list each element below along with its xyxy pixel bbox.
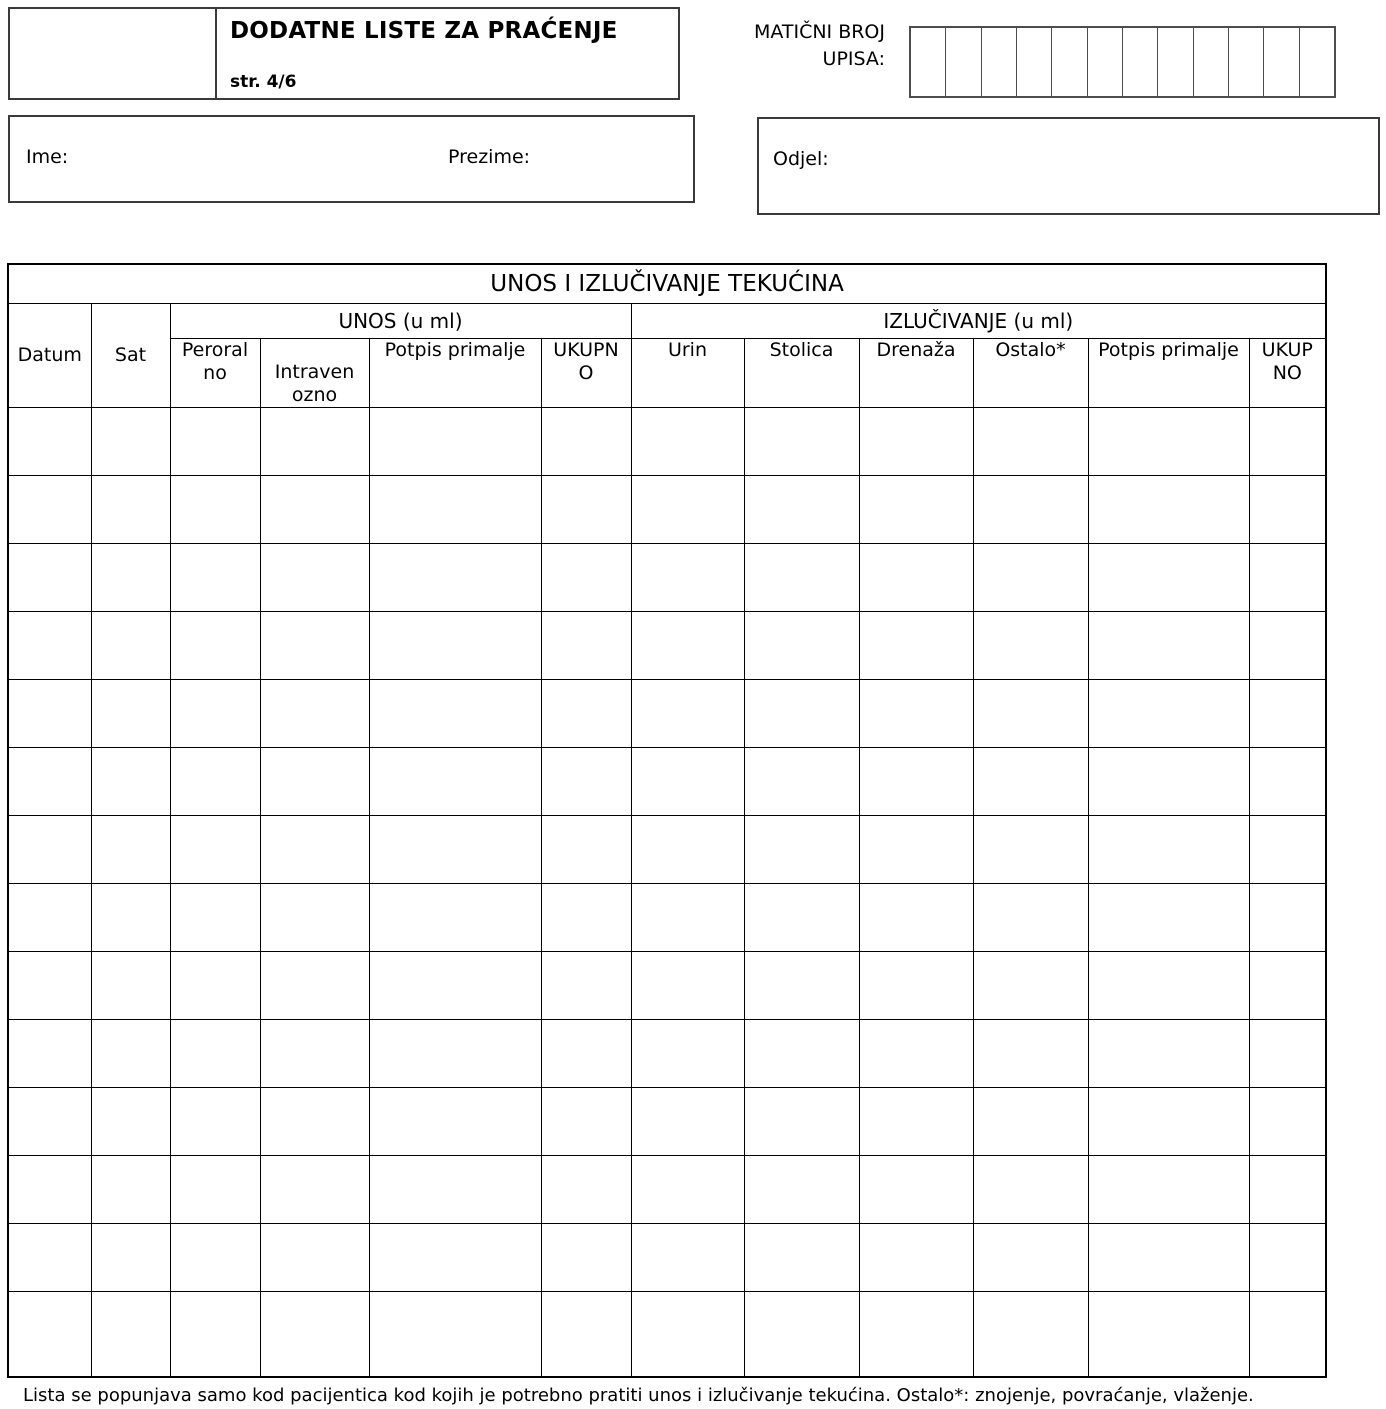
empty-entry-cell[interactable] — [260, 611, 369, 679]
table-row — [8, 1223, 1326, 1291]
maticni-digit-cell[interactable] — [1229, 28, 1264, 96]
empty-entry-cell[interactable] — [973, 1223, 1088, 1291]
empty-entry-cell[interactable] — [91, 815, 170, 883]
empty-entry-cell[interactable] — [1088, 815, 1249, 883]
empty-entry-cell[interactable] — [260, 1291, 369, 1377]
empty-entry-cell[interactable] — [170, 407, 260, 475]
empty-entry-cell[interactable] — [541, 815, 631, 883]
empty-entry-cell[interactable] — [91, 1019, 170, 1087]
table-row — [8, 407, 1326, 475]
empty-entry-cell[interactable] — [631, 1291, 744, 1377]
maticni-broj-label-line2: UPISA: — [822, 48, 885, 70]
empty-entry-cell[interactable] — [973, 1155, 1088, 1223]
empty-entry-cell[interactable] — [369, 1019, 541, 1087]
empty-entry-cell[interactable] — [1088, 1223, 1249, 1291]
form-title-box — [8, 7, 680, 100]
empty-entry-cell[interactable] — [1088, 407, 1249, 475]
empty-entry-cell[interactable] — [8, 747, 91, 815]
empty-entry-cell[interactable] — [170, 747, 260, 815]
empty-entry-cell[interactable] — [91, 1291, 170, 1377]
fluid-table-body — [8, 407, 1326, 1377]
empty-entry-cell[interactable] — [170, 543, 260, 611]
empty-entry-cell[interactable] — [744, 407, 859, 475]
empty-entry-cell[interactable] — [8, 1223, 91, 1291]
empty-entry-cell[interactable] — [631, 747, 744, 815]
empty-entry-cell[interactable] — [744, 1155, 859, 1223]
empty-entry-cell[interactable] — [91, 883, 170, 951]
empty-entry-cell[interactable] — [1249, 407, 1326, 475]
empty-entry-cell[interactable] — [170, 679, 260, 747]
empty-entry-cell[interactable] — [541, 543, 631, 611]
empty-entry-cell[interactable] — [541, 679, 631, 747]
empty-entry-cell[interactable] — [260, 1087, 369, 1155]
empty-entry-cell[interactable] — [1249, 611, 1326, 679]
empty-entry-cell[interactable] — [1088, 1019, 1249, 1087]
empty-entry-cell[interactable] — [1088, 747, 1249, 815]
empty-entry-cell[interactable] — [8, 1291, 91, 1377]
empty-entry-cell[interactable] — [369, 475, 541, 543]
empty-entry-cell[interactable] — [369, 611, 541, 679]
empty-entry-cell[interactable] — [631, 1087, 744, 1155]
empty-entry-cell[interactable] — [91, 679, 170, 747]
column-header-intravenozno: Intravenozno — [260, 338, 369, 407]
empty-entry-cell[interactable] — [91, 1155, 170, 1223]
maticni-digit-cell[interactable] — [1264, 28, 1299, 96]
table-row — [8, 1019, 1326, 1087]
page-number: str. 4/6 — [230, 72, 297, 92]
empty-entry-cell[interactable] — [170, 1223, 260, 1291]
form-title: DODATNE LISTE ZA PRAĆENJE — [230, 18, 618, 44]
empty-entry-cell[interactable] — [369, 951, 541, 1019]
empty-entry-cell[interactable] — [1249, 475, 1326, 543]
empty-entry-cell[interactable] — [973, 883, 1088, 951]
empty-entry-cell[interactable] — [859, 747, 973, 815]
prezime-label: Prezime: — [448, 146, 531, 168]
odjel-label: Odjel: — [773, 148, 829, 170]
empty-entry-cell[interactable] — [260, 407, 369, 475]
maticni-digit-cell[interactable] — [1300, 28, 1334, 96]
empty-entry-cell[interactable] — [973, 951, 1088, 1019]
empty-entry-cell[interactable] — [91, 407, 170, 475]
table-row — [8, 815, 1326, 883]
maticni-digit-cell[interactable] — [1052, 28, 1087, 96]
empty-entry-cell[interactable] — [631, 475, 744, 543]
empty-entry-cell[interactable] — [170, 815, 260, 883]
empty-entry-cell[interactable] — [91, 951, 170, 1019]
maticni-broj-grid — [909, 26, 1336, 98]
empty-entry-cell[interactable] — [541, 1291, 631, 1377]
empty-entry-cell[interactable] — [859, 1223, 973, 1291]
empty-entry-cell[interactable] — [1088, 543, 1249, 611]
logo-placeholder-cell — [10, 9, 217, 98]
maticni-digit-cell[interactable] — [946, 28, 981, 96]
empty-entry-cell[interactable] — [369, 1291, 541, 1377]
column-header-drenaza: Drenaža — [859, 338, 973, 407]
empty-entry-cell[interactable] — [1088, 1291, 1249, 1377]
empty-entry-cell[interactable] — [91, 611, 170, 679]
empty-entry-cell[interactable] — [1249, 883, 1326, 951]
maticni-digit-cell[interactable] — [982, 28, 1017, 96]
column-header-ukupno-unos: UKUPNO — [541, 338, 631, 407]
empty-entry-cell[interactable] — [744, 679, 859, 747]
empty-entry-cell[interactable] — [8, 1019, 91, 1087]
empty-entry-cell[interactable] — [973, 679, 1088, 747]
group-header-unos: UNOS (u ml) — [170, 303, 631, 338]
empty-entry-cell[interactable] — [744, 951, 859, 1019]
table-row — [8, 951, 1326, 1019]
empty-entry-cell[interactable] — [1088, 1087, 1249, 1155]
empty-entry-cell[interactable] — [369, 1223, 541, 1291]
maticni-broj-label-line1: MATIČNI BROJ — [753, 21, 885, 43]
empty-entry-cell[interactable] — [260, 1223, 369, 1291]
empty-entry-cell[interactable] — [973, 475, 1088, 543]
group-header-izlucivanje: IZLUČIVANJE (u ml) — [631, 303, 1326, 338]
empty-entry-cell[interactable] — [859, 1087, 973, 1155]
empty-entry-cell[interactable] — [744, 815, 859, 883]
column-header-sat: Sat — [91, 303, 170, 407]
maticni-digit-cell[interactable] — [1158, 28, 1193, 96]
empty-entry-cell[interactable] — [170, 1019, 260, 1087]
maticni-digit-cell[interactable] — [1194, 28, 1229, 96]
table-row — [8, 543, 1326, 611]
empty-entry-cell[interactable] — [1088, 883, 1249, 951]
empty-entry-cell[interactable] — [744, 1223, 859, 1291]
empty-entry-cell[interactable] — [744, 747, 859, 815]
empty-entry-cell[interactable] — [170, 1291, 260, 1377]
empty-entry-cell[interactable] — [369, 407, 541, 475]
empty-entry-cell[interactable] — [744, 1019, 859, 1087]
empty-entry-cell[interactable] — [91, 543, 170, 611]
empty-entry-cell[interactable] — [631, 1019, 744, 1087]
empty-entry-cell[interactable] — [369, 1087, 541, 1155]
empty-entry-cell[interactable] — [541, 407, 631, 475]
empty-entry-cell[interactable] — [541, 475, 631, 543]
empty-entry-cell[interactable] — [260, 1155, 369, 1223]
empty-entry-cell[interactable] — [1088, 1155, 1249, 1223]
fluid-table — [7, 263, 1327, 1378]
empty-entry-cell[interactable] — [859, 883, 973, 951]
empty-entry-cell[interactable] — [8, 1087, 91, 1155]
table-row — [8, 679, 1326, 747]
empty-entry-cell[interactable] — [8, 679, 91, 747]
empty-entry-cell[interactable] — [260, 883, 369, 951]
empty-entry-cell[interactable] — [631, 543, 744, 611]
empty-entry-cell[interactable] — [260, 815, 369, 883]
maticni-broj-label — [595, 19, 885, 73]
maticni-digit-cell[interactable] — [1017, 28, 1052, 96]
empty-entry-cell[interactable] — [369, 747, 541, 815]
empty-entry-cell[interactable] — [8, 951, 91, 1019]
empty-entry-cell[interactable] — [1249, 747, 1326, 815]
empty-entry-cell[interactable] — [631, 815, 744, 883]
empty-entry-cell[interactable] — [1088, 611, 1249, 679]
column-header-ukupno-izlucivanje: UKUPNO — [1249, 338, 1326, 407]
empty-entry-cell[interactable] — [973, 611, 1088, 679]
empty-entry-cell[interactable] — [973, 407, 1088, 475]
empty-entry-cell[interactable] — [1088, 475, 1249, 543]
column-header-datum: Datum — [8, 303, 91, 407]
empty-entry-cell[interactable] — [859, 611, 973, 679]
empty-entry-cell[interactable] — [170, 1087, 260, 1155]
group-header-row — [8, 303, 1326, 338]
empty-entry-cell[interactable] — [973, 1087, 1088, 1155]
empty-entry-cell[interactable] — [744, 883, 859, 951]
empty-entry-cell[interactable] — [744, 543, 859, 611]
maticni-digit-cell[interactable] — [1123, 28, 1158, 96]
empty-entry-cell[interactable] — [8, 1155, 91, 1223]
department-box — [757, 117, 1380, 215]
empty-entry-cell[interactable] — [1249, 1087, 1326, 1155]
empty-entry-cell[interactable] — [859, 1155, 973, 1223]
empty-entry-cell[interactable] — [859, 1291, 973, 1377]
empty-entry-cell[interactable] — [8, 611, 91, 679]
empty-entry-cell[interactable] — [1249, 679, 1326, 747]
empty-entry-cell[interactable] — [8, 883, 91, 951]
empty-entry-cell[interactable] — [859, 407, 973, 475]
empty-entry-cell[interactable] — [170, 951, 260, 1019]
column-header-peroralno: Peroralno — [170, 338, 260, 407]
empty-entry-cell[interactable] — [973, 1291, 1088, 1377]
empty-entry-cell[interactable] — [260, 543, 369, 611]
empty-entry-cell[interactable] — [744, 611, 859, 679]
empty-entry-cell[interactable] — [91, 747, 170, 815]
empty-entry-cell[interactable] — [1249, 1223, 1326, 1291]
column-header-potpis-primalje-izlucivanje: Potpis primalje — [1088, 338, 1249, 407]
empty-entry-cell[interactable] — [8, 475, 91, 543]
empty-entry-cell[interactable] — [631, 407, 744, 475]
column-header-ostalo: Ostalo* — [973, 338, 1088, 407]
empty-entry-cell[interactable] — [1249, 815, 1326, 883]
column-header-potpis-primalje-unos: Potpis primalje — [369, 338, 541, 407]
empty-entry-cell[interactable] — [369, 815, 541, 883]
empty-entry-cell[interactable] — [541, 1087, 631, 1155]
empty-entry-cell[interactable] — [631, 611, 744, 679]
empty-entry-cell[interactable] — [1249, 1155, 1326, 1223]
empty-entry-cell[interactable] — [859, 1019, 973, 1087]
table-title-row — [8, 264, 1326, 303]
empty-entry-cell[interactable] — [8, 543, 91, 611]
empty-entry-cell[interactable] — [541, 1223, 631, 1291]
empty-entry-cell[interactable] — [973, 815, 1088, 883]
empty-entry-cell[interactable] — [8, 815, 91, 883]
empty-entry-cell[interactable] — [369, 883, 541, 951]
empty-entry-cell[interactable] — [631, 1155, 744, 1223]
empty-entry-cell[interactable] — [170, 475, 260, 543]
empty-entry-cell[interactable] — [91, 475, 170, 543]
name-box — [8, 115, 695, 203]
empty-entry-cell[interactable] — [8, 407, 91, 475]
empty-entry-cell[interactable] — [91, 1087, 170, 1155]
table-row — [8, 475, 1326, 543]
empty-entry-cell[interactable] — [744, 1087, 859, 1155]
table-row — [8, 1155, 1326, 1223]
empty-entry-cell[interactable] — [744, 475, 859, 543]
empty-entry-cell[interactable] — [260, 679, 369, 747]
empty-entry-cell[interactable] — [260, 747, 369, 815]
empty-entry-cell[interactable] — [859, 951, 973, 1019]
empty-entry-cell[interactable] — [1249, 1291, 1326, 1377]
empty-entry-cell[interactable] — [1088, 951, 1249, 1019]
column-header-row — [8, 338, 1326, 407]
empty-entry-cell[interactable] — [541, 1019, 631, 1087]
column-header-stolica: Stolica — [744, 338, 859, 407]
empty-entry-cell[interactable] — [859, 475, 973, 543]
empty-entry-cell[interactable] — [541, 1155, 631, 1223]
empty-entry-cell[interactable] — [631, 951, 744, 1019]
empty-entry-cell[interactable] — [260, 475, 369, 543]
empty-entry-cell[interactable] — [744, 1291, 859, 1377]
empty-entry-cell[interactable] — [631, 1223, 744, 1291]
empty-entry-cell[interactable] — [1249, 951, 1326, 1019]
empty-entry-cell[interactable] — [973, 1019, 1088, 1087]
empty-entry-cell[interactable] — [1088, 679, 1249, 747]
empty-entry-cell[interactable] — [170, 611, 260, 679]
column-header-urin: Urin — [631, 338, 744, 407]
empty-entry-cell[interactable] — [859, 679, 973, 747]
empty-entry-cell[interactable] — [1249, 543, 1326, 611]
ime-label: Ime: — [26, 146, 69, 168]
empty-entry-cell[interactable] — [541, 883, 631, 951]
empty-entry-cell[interactable] — [369, 1155, 541, 1223]
empty-entry-cell[interactable] — [631, 883, 744, 951]
empty-entry-cell[interactable] — [260, 1019, 369, 1087]
table-row — [8, 747, 1326, 815]
empty-entry-cell[interactable] — [541, 951, 631, 1019]
empty-entry-cell[interactable] — [973, 543, 1088, 611]
empty-entry-cell[interactable] — [369, 543, 541, 611]
table-row — [8, 1087, 1326, 1155]
empty-entry-cell[interactable] — [1249, 1019, 1326, 1087]
maticni-digit-cell[interactable] — [1088, 28, 1123, 96]
empty-entry-cell[interactable] — [973, 747, 1088, 815]
empty-entry-cell[interactable] — [260, 951, 369, 1019]
empty-entry-cell[interactable] — [859, 815, 973, 883]
empty-entry-cell[interactable] — [170, 883, 260, 951]
table-row — [8, 611, 1326, 679]
empty-entry-cell[interactable] — [631, 679, 744, 747]
empty-entry-cell[interactable] — [170, 1155, 260, 1223]
maticni-digit-cell[interactable] — [911, 28, 946, 96]
empty-entry-cell[interactable] — [859, 543, 973, 611]
table-row — [8, 883, 1326, 951]
empty-entry-cell[interactable] — [541, 611, 631, 679]
footnote: Lista se popunjava samo kod pacijentica kod kojih je potrebno pratiti unos i izlučivanje tekućina. Ostalo*: znojenje, povraćanje, vlaženje. — [23, 1385, 1254, 1406]
table-row — [8, 1291, 1326, 1377]
empty-entry-cell[interactable] — [541, 747, 631, 815]
empty-entry-cell[interactable] — [369, 679, 541, 747]
empty-entry-cell[interactable] — [91, 1223, 170, 1291]
table-title: UNOS I IZLUČIVANJE TEKUĆINA — [8, 264, 1326, 303]
